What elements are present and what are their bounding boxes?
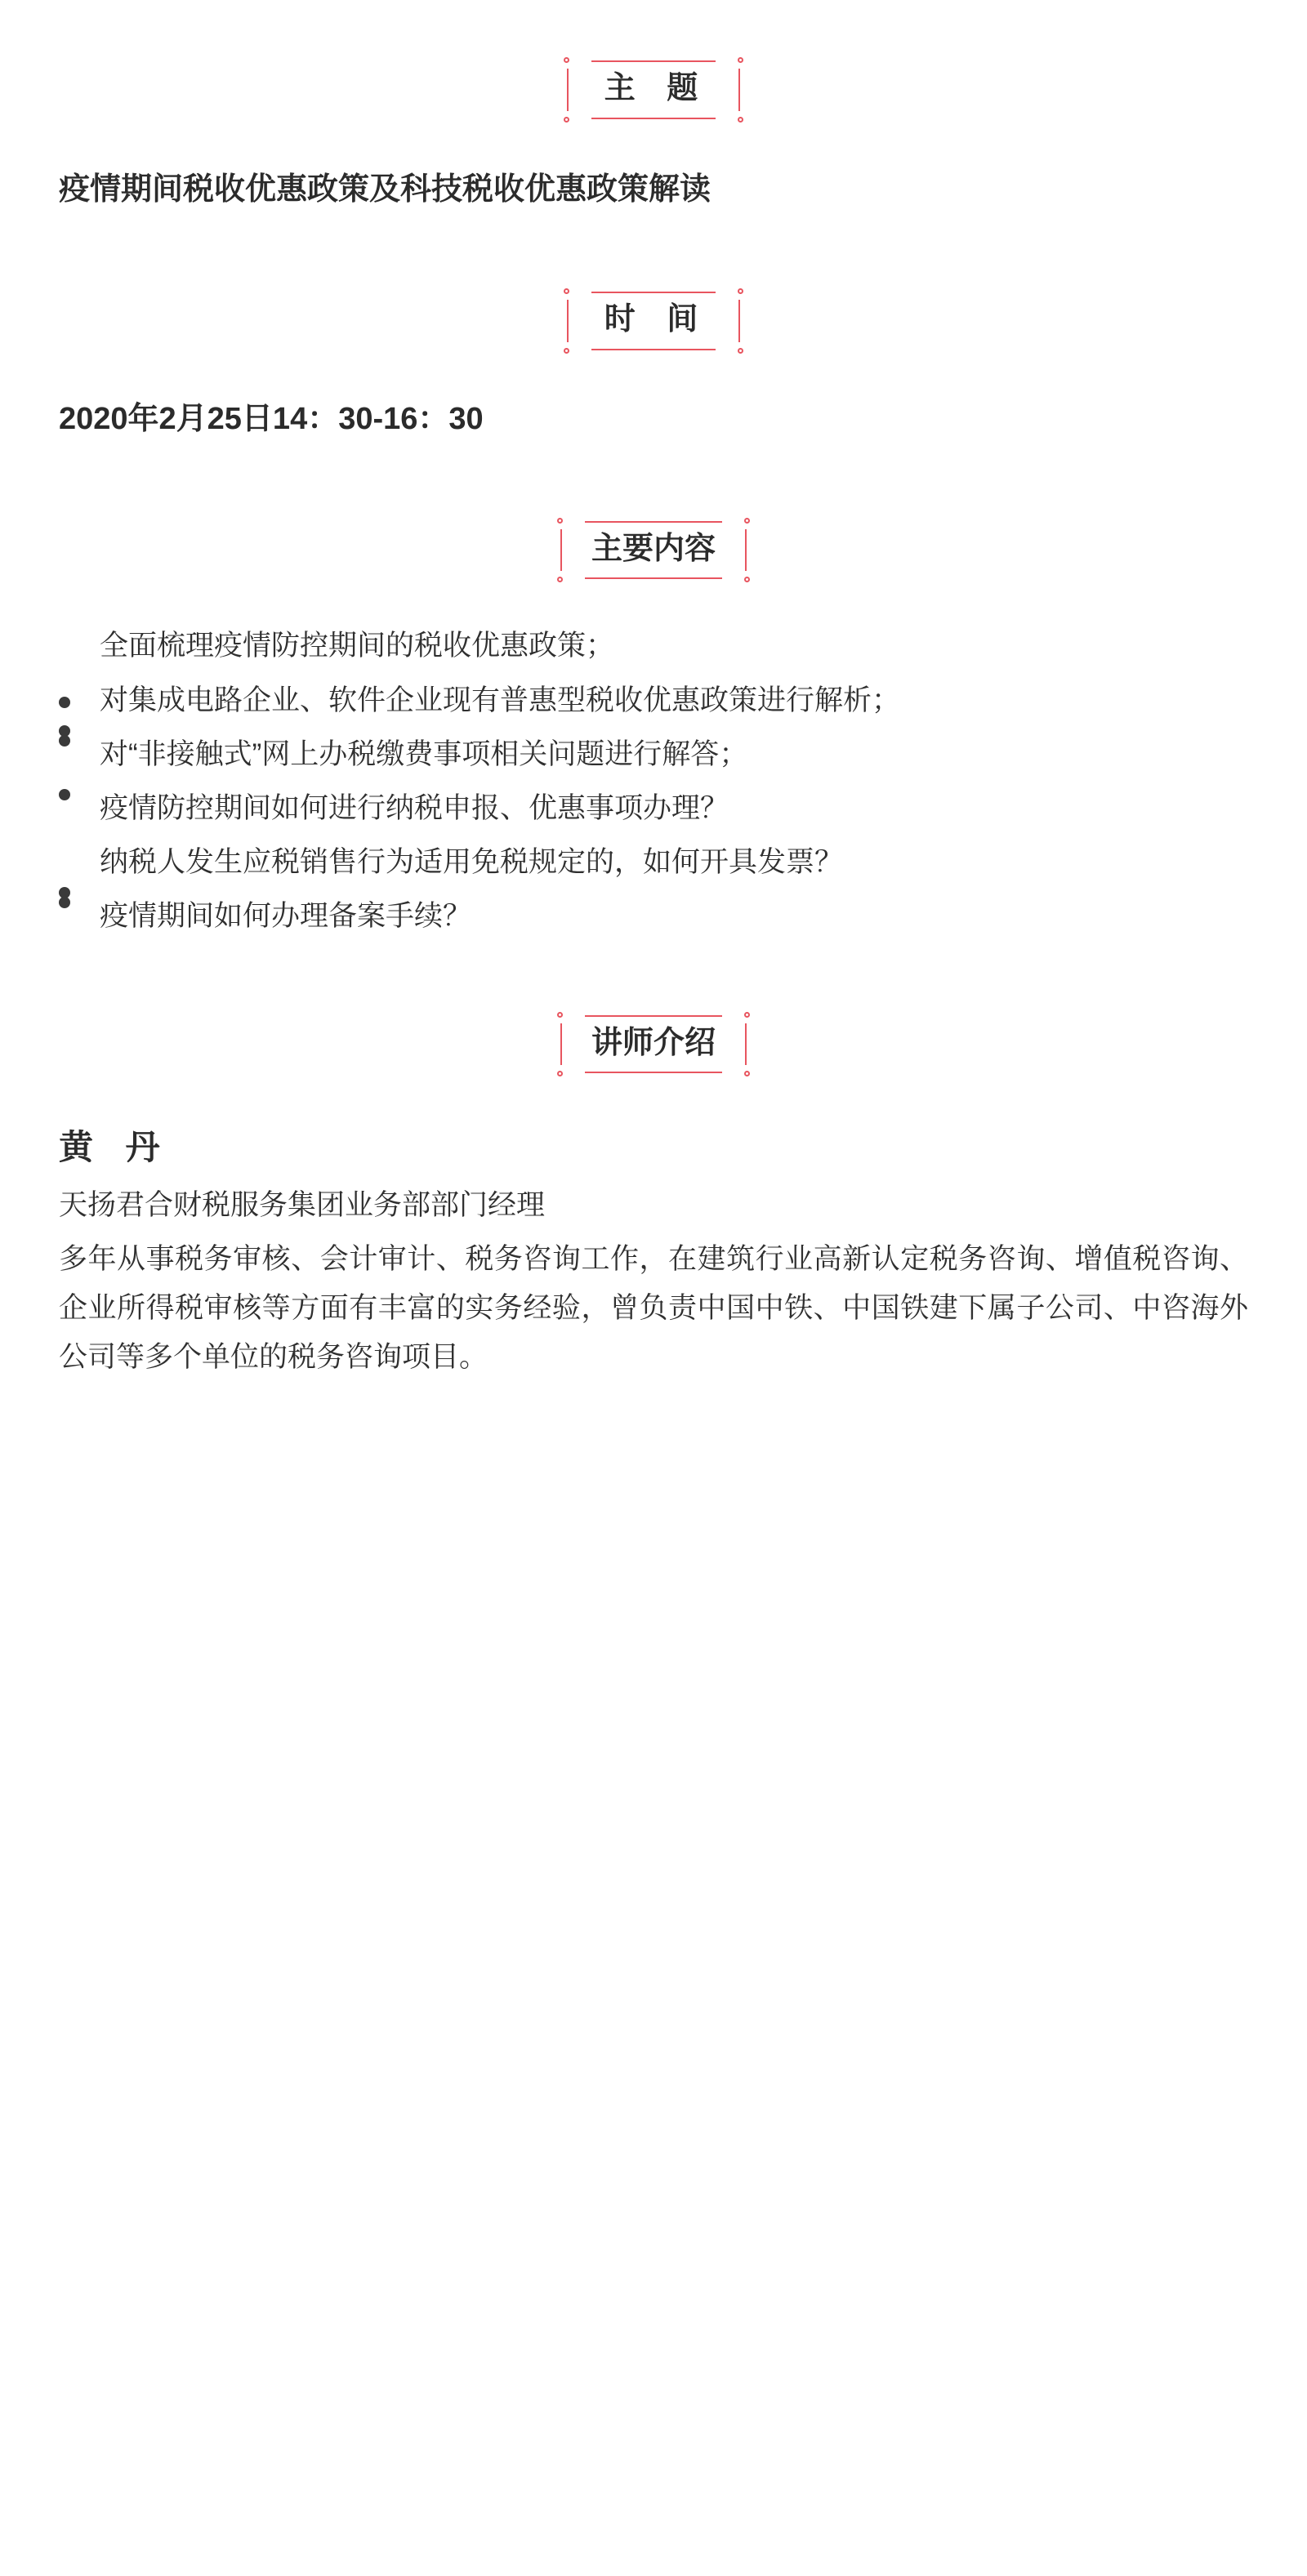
badge-corner-dot-top-left — [564, 57, 569, 63]
section-badge-speaker — [560, 1015, 747, 1074]
topic-badge-row — [59, 60, 1248, 119]
badge-bar-right — [738, 69, 740, 111]
badge-corner-dot-bottom-left — [564, 117, 569, 123]
badge-bar-top — [585, 521, 722, 523]
badge-corner-dot-bottom-right — [744, 1071, 750, 1076]
badge-corner-dot-top-right — [738, 57, 743, 63]
badge-bar-left — [567, 69, 569, 111]
list-item — [59, 622, 1248, 671]
content-list — [59, 622, 1248, 941]
badge-bar-bottom — [585, 1072, 722, 1073]
badge-corner-dot-bottom-right — [738, 348, 743, 354]
badge-bar-top — [591, 292, 716, 293]
section-badge-topic — [567, 60, 741, 119]
section-badge-label-topic: 主 题 — [604, 71, 710, 105]
list-item-text: 对“非接触式”网上办税缴费事项相关问题进行解答； — [100, 738, 748, 770]
topic-text: 疫情期间税收优惠政策及科技税收优惠政策解读 — [59, 172, 711, 207]
badge-bar-bottom — [591, 349, 716, 350]
badge-corner-dot-top-left — [557, 518, 563, 524]
time-content-spacer — [59, 443, 1248, 521]
time-text: 2020年2月25日14：30-16：30 — [59, 401, 484, 436]
badge-bar-right — [738, 300, 740, 342]
list-item-text: 全面梳理疫情防控期间的税收优惠政策； — [100, 630, 615, 662]
speaker-name: 黄 丹 — [59, 1128, 172, 1167]
bullet-icon — [59, 897, 70, 908]
badge-corner-dot-top-right — [744, 518, 750, 524]
badge-corner-dot-bottom-left — [557, 1071, 563, 1076]
badge-corner-dot-top-right — [738, 288, 743, 294]
list-item-text: 对集成电路企业、软件企业现有普惠型税收优惠政策进行解析； — [100, 684, 901, 716]
bullet-icon — [59, 789, 70, 800]
list-item-text: 疫情防控期间如何进行纳税申报、优惠事项办理？ — [100, 791, 729, 824]
section-badge-label-time: 时 间 — [604, 301, 710, 336]
badge-bar-left — [560, 529, 562, 572]
badge-corner-dot-bottom-left — [557, 577, 563, 582]
content-badge-row — [59, 521, 1248, 580]
topic-time-spacer — [59, 213, 1248, 292]
list-item-text: 纳税人发生应税销售行为适用免税规定的，如何开具发票？ — [100, 846, 844, 879]
section-badge-content — [560, 521, 747, 580]
top-spacer — [59, 0, 1248, 60]
badge-corner-dot-bottom-right — [744, 577, 750, 582]
speaker-bio: 多年从事税务审核、会计审计、税务咨询工作，在建筑行业高新认定税务咨询、增值税咨询、企业所得税审核等方面有丰富的实务经验，曾负责中国中铁、中国铁建下属子公司、中咨海外公司等多个单位的税务咨询项目。 — [59, 1242, 1248, 1374]
badge-corner-dot-top-left — [557, 1012, 563, 1018]
section-badge-label-speaker: 讲师介绍 — [591, 1025, 716, 1060]
list-item — [59, 676, 1248, 725]
list-item — [59, 730, 1248, 779]
badge-bar-left — [560, 1023, 562, 1066]
list-item-text: 疫情期间如何办理备案手续？ — [100, 900, 472, 933]
badge-bar-left — [567, 300, 569, 342]
speaker-badge-row — [59, 1015, 1248, 1074]
list-item — [59, 892, 1248, 941]
time-badge-row — [59, 292, 1248, 350]
content-speaker-spacer — [59, 947, 1248, 1015]
badge-bar-top — [591, 60, 716, 62]
badge-corner-dot-top-right — [744, 1012, 750, 1018]
speaker-role: 天扬君合财税服务集团业务部部门经理 — [59, 1189, 546, 1222]
section-badge-label-content: 主要内容 — [591, 531, 716, 566]
badge-bar-bottom — [585, 577, 722, 579]
list-item — [59, 784, 1248, 833]
badge-bar-right — [745, 1023, 747, 1066]
badge-bar-bottom — [591, 118, 716, 119]
list-item — [59, 838, 1248, 887]
badge-bar-right — [745, 529, 747, 572]
bullet-icon — [59, 735, 70, 747]
section-badge-time — [567, 292, 741, 350]
badge-corner-dot-top-left — [564, 288, 569, 294]
badge-bar-top — [585, 1015, 722, 1017]
badge-corner-dot-bottom-right — [738, 117, 743, 123]
badge-corner-dot-bottom-left — [564, 348, 569, 354]
